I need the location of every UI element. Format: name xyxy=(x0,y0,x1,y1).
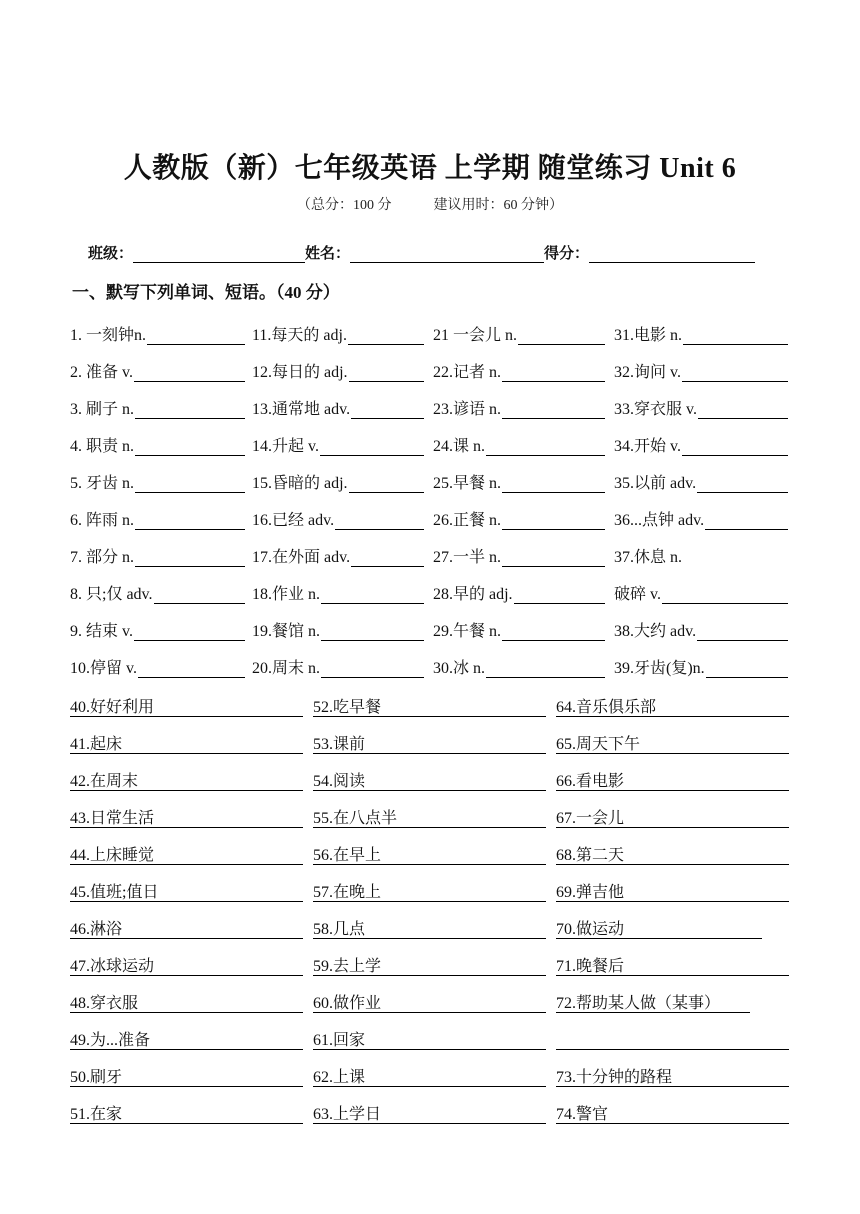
phrase-item[interactable]: 58.几点 xyxy=(313,916,546,939)
answer-blank[interactable] xyxy=(514,589,605,604)
class-field[interactable] xyxy=(133,246,305,263)
word-prompt: 33.穿衣服 v. xyxy=(614,401,697,418)
phrase-dictation-grid xyxy=(70,680,790,1124)
page-title: 人教版（新）七年级英语 上学期 随堂练习 Unit 6 xyxy=(123,153,737,184)
word-item xyxy=(70,544,245,571)
score-label: 得分： xyxy=(544,246,590,262)
word-prompt: 27.一半 n. xyxy=(433,549,502,566)
word-prompt: 10.停留 v. xyxy=(70,660,137,677)
word-item xyxy=(614,581,788,608)
word-item xyxy=(70,359,245,386)
answer-blank[interactable] xyxy=(351,552,424,567)
phrase-item[interactable]: 66.看电影 xyxy=(556,768,789,791)
phrase-item[interactable]: 59.去上学 xyxy=(313,953,546,976)
phrase-item[interactable]: 67.一会儿 xyxy=(556,805,789,828)
class-label: 班级： xyxy=(88,246,134,262)
answer-blank[interactable] xyxy=(683,330,788,345)
word-prompt: 15.昏暗的 adj. xyxy=(252,475,348,492)
answer-blank[interactable] xyxy=(682,441,788,456)
word-item xyxy=(614,655,788,682)
word-prompt: 23.谚语 n. xyxy=(433,401,502,418)
word-row xyxy=(70,460,790,497)
phrase-item[interactable]: 53.课前 xyxy=(313,731,546,754)
word-prompt: 28.早的 adj. xyxy=(433,586,513,603)
phrase-item[interactable]: 72.帮助某人做（某事） xyxy=(556,990,750,1013)
phrase-item[interactable]: 71.晚餐后 xyxy=(556,953,789,976)
word-prompt: 29.午餐 n. xyxy=(433,623,502,640)
word-prompt: 7. 部分 n. xyxy=(70,549,135,566)
phrase-item[interactable]: 70.做运动 xyxy=(556,916,762,939)
word-prompt: 34.开始 v. xyxy=(614,438,681,455)
phrase-item[interactable]: 54.阅读 xyxy=(313,768,546,791)
word-item xyxy=(614,433,788,460)
answer-blank[interactable] xyxy=(698,404,788,419)
word-prompt: 25.早餐 n. xyxy=(433,475,502,492)
word-item xyxy=(433,433,605,460)
word-item xyxy=(70,655,245,682)
word-item xyxy=(614,544,788,571)
word-row xyxy=(70,312,790,349)
answer-blank[interactable] xyxy=(349,367,424,382)
word-row xyxy=(70,645,790,682)
answer-blank[interactable] xyxy=(706,663,788,678)
phrase-row xyxy=(70,828,790,865)
name-field[interactable] xyxy=(350,246,544,263)
answer-blank[interactable] xyxy=(502,367,605,382)
phrase-item[interactable]: 47.冰球运动 xyxy=(70,953,303,976)
word-prompt: 12.每日的 adj. xyxy=(252,364,348,381)
answer-blank[interactable] xyxy=(697,626,788,641)
phrase-item[interactable]: 50.刷牙 xyxy=(70,1064,303,1087)
phrase-item[interactable]: 44.上床睡觉 xyxy=(70,842,303,865)
phrase-item[interactable]: 73.十分钟的路程 xyxy=(556,1064,789,1087)
phrase-row xyxy=(70,939,790,976)
answer-blank[interactable] xyxy=(135,552,245,567)
word-prompt: 37.休息 n. xyxy=(614,549,683,566)
word-row xyxy=(70,571,790,608)
word-item xyxy=(614,470,788,497)
word-prompt: 4. 职责 n. xyxy=(70,438,135,455)
word-prompt: 35.以前 adv. xyxy=(614,475,697,492)
answer-blank[interactable] xyxy=(502,404,605,419)
word-item xyxy=(614,618,788,645)
word-prompt: 9. 结束 v. xyxy=(70,623,133,640)
phrase-row xyxy=(70,754,790,791)
phrase-item[interactable]: 52.吃早餐 xyxy=(313,694,546,717)
word-prompt: 20.周末 n. xyxy=(252,660,321,677)
word-prompt: 24.课 n. xyxy=(433,438,486,455)
word-prompt: 5. 牙齿 n. xyxy=(70,475,135,492)
word-item xyxy=(252,359,424,386)
word-item xyxy=(614,507,788,534)
word-prompt: 32.询问 v. xyxy=(614,364,681,381)
phrase-row xyxy=(70,865,790,902)
phrase-item[interactable]: 43.日常生活 xyxy=(70,805,303,828)
answer-blank[interactable] xyxy=(351,404,424,419)
page-subtitle xyxy=(0,194,860,214)
word-row xyxy=(70,608,790,645)
phrase-item[interactable]: 45.值班;值日 xyxy=(70,879,303,902)
word-prompt: 30.冰 n. xyxy=(433,660,486,677)
phrase-item[interactable]: 74.警官 xyxy=(556,1101,789,1124)
phrase-item[interactable]: 46.淋浴 xyxy=(70,916,303,939)
word-item xyxy=(433,470,605,497)
word-prompt: 11.每天的 adj. xyxy=(252,327,347,344)
word-item xyxy=(252,581,424,608)
word-item xyxy=(433,507,605,534)
name-label: 姓名： xyxy=(305,246,351,262)
answer-blank[interactable] xyxy=(134,626,245,641)
answer-blank[interactable] xyxy=(335,515,424,530)
student-info-row xyxy=(88,242,755,263)
phrase-item[interactable]: 69.弹吉他 xyxy=(556,879,789,902)
word-row xyxy=(70,386,790,423)
answer-blank[interactable] xyxy=(348,330,424,345)
word-item xyxy=(70,433,245,460)
word-item xyxy=(70,396,245,423)
word-item xyxy=(70,581,245,608)
phrase-row xyxy=(70,976,790,1013)
word-item xyxy=(433,396,605,423)
phrase-item[interactable]: 62.上课 xyxy=(313,1064,546,1087)
phrase-row xyxy=(70,717,790,754)
word-item xyxy=(433,618,605,645)
answer-blank[interactable] xyxy=(135,515,245,530)
answer-blank[interactable] xyxy=(682,367,788,382)
answer-blank[interactable] xyxy=(135,441,245,456)
answer-blank[interactable] xyxy=(697,478,788,493)
answer-blank[interactable] xyxy=(518,330,605,345)
phrase-row xyxy=(70,902,790,939)
section-heading: 一、默写下列单词、短语。（40 分） xyxy=(72,283,340,302)
word-item xyxy=(252,618,424,645)
answer-blank[interactable] xyxy=(320,441,424,456)
answer-blank[interactable] xyxy=(138,663,245,678)
phrase-item[interactable]: 65.周天下午 xyxy=(556,731,789,754)
phrase-item[interactable]: 56.在早上 xyxy=(313,842,546,865)
phrase-item[interactable]: 61.回家 xyxy=(313,1027,546,1050)
word-prompt: 3. 刷子 n. xyxy=(70,401,135,418)
word-prompt: 26.正餐 n. xyxy=(433,512,502,529)
answer-blank[interactable] xyxy=(154,589,245,604)
word-prompt: 8. 只;仅 adv. xyxy=(70,586,153,603)
phrase-row xyxy=(70,1050,790,1087)
word-item xyxy=(70,507,245,534)
phrase-item[interactable]: 42.在周末 xyxy=(70,768,303,791)
phrase-item[interactable]: 63.上学日 xyxy=(313,1101,546,1124)
answer-blank[interactable] xyxy=(134,367,245,382)
total-score-text: （总分：100 分 xyxy=(297,198,392,213)
word-item xyxy=(433,655,605,682)
word-item xyxy=(614,322,788,349)
word-row xyxy=(70,349,790,386)
answer-blank[interactable] xyxy=(502,626,605,641)
answer-blank[interactable] xyxy=(705,515,788,530)
word-prompt: 17.在外面 adv. xyxy=(252,549,351,566)
word-item xyxy=(614,396,788,423)
answer-blank[interactable] xyxy=(502,515,605,530)
word-item xyxy=(433,359,605,386)
word-item xyxy=(70,322,245,349)
word-prompt: 13.通常地 adv. xyxy=(252,401,351,418)
answer-blank[interactable] xyxy=(349,478,424,493)
answer-blank[interactable] xyxy=(321,626,424,641)
word-dictation-grid xyxy=(70,312,790,682)
suggested-time-text: 建议用时：60 分钟） xyxy=(433,198,563,213)
answer-blank[interactable] xyxy=(147,330,245,345)
answer-blank[interactable] xyxy=(502,478,605,493)
phrase-item[interactable]: 68.第二天 xyxy=(556,842,789,865)
phrase-item[interactable]: 60.做作业 xyxy=(313,990,546,1013)
word-prompt: 14.升起 v. xyxy=(252,438,319,455)
word-row xyxy=(70,497,790,534)
word-item xyxy=(252,433,424,460)
word-prompt: 38.大约 adv. xyxy=(614,623,697,640)
phrase-row xyxy=(70,680,790,717)
phrase-row xyxy=(70,791,790,828)
word-item xyxy=(433,581,605,608)
word-prompt: 36...点钟 adv. xyxy=(614,512,705,529)
word-prompt: 39.牙齿(复)n. xyxy=(614,660,705,677)
answer-blank[interactable] xyxy=(502,552,605,567)
word-row xyxy=(70,534,790,571)
word-prompt: 2. 准备 v. xyxy=(70,364,133,381)
phrase-item[interactable]: 55.在八点半 xyxy=(313,805,546,828)
answer-blank[interactable] xyxy=(662,589,788,604)
word-item xyxy=(70,470,245,497)
word-item xyxy=(252,396,424,423)
word-prompt: 1. 一刻钟n. xyxy=(70,327,147,344)
answer-blank[interactable] xyxy=(135,404,245,419)
phrase-item[interactable]: 64.音乐俱乐部 xyxy=(556,694,789,717)
phrase-item[interactable]: 40.好好利用 xyxy=(70,694,303,717)
word-item xyxy=(252,322,424,349)
phrase-item[interactable]: 57.在晚上 xyxy=(313,879,546,902)
word-prompt: 6. 阵雨 n. xyxy=(70,512,135,529)
word-prompt: 22.记者 n. xyxy=(433,364,502,381)
word-prompt: 21 一会儿 n. xyxy=(433,327,518,344)
score-field[interactable] xyxy=(589,246,755,263)
word-row xyxy=(70,423,790,460)
phrase-item[interactable]: 51.在家 xyxy=(70,1101,303,1124)
phrase-item[interactable]: 41.起床 xyxy=(70,731,303,754)
answer-blank[interactable] xyxy=(486,663,605,678)
word-prompt: 19.餐馆 n. xyxy=(252,623,321,640)
answer-blank[interactable] xyxy=(135,478,245,493)
answer-blank[interactable] xyxy=(321,663,424,678)
answer-blank[interactable] xyxy=(486,441,605,456)
word-item xyxy=(252,544,424,571)
word-item xyxy=(433,322,605,349)
phrase-row xyxy=(70,1087,790,1124)
phrase-item[interactable] xyxy=(556,1027,789,1050)
word-item xyxy=(70,618,245,645)
word-item xyxy=(614,359,788,386)
word-item xyxy=(252,470,424,497)
word-item xyxy=(252,655,424,682)
word-prompt: 18.作业 n. xyxy=(252,586,321,603)
phrase-item[interactable]: 48.穿衣服 xyxy=(70,990,303,1013)
word-prompt: 16.已经 adv. xyxy=(252,512,335,529)
word-item xyxy=(252,507,424,534)
word-prompt: 31.电影 n. xyxy=(614,327,683,344)
answer-blank[interactable] xyxy=(321,589,424,604)
phrase-item[interactable]: 49.为...准备 xyxy=(70,1027,303,1050)
phrase-row xyxy=(70,1013,790,1050)
word-prompt: 破碎 v. xyxy=(614,586,661,603)
word-item xyxy=(433,544,605,571)
